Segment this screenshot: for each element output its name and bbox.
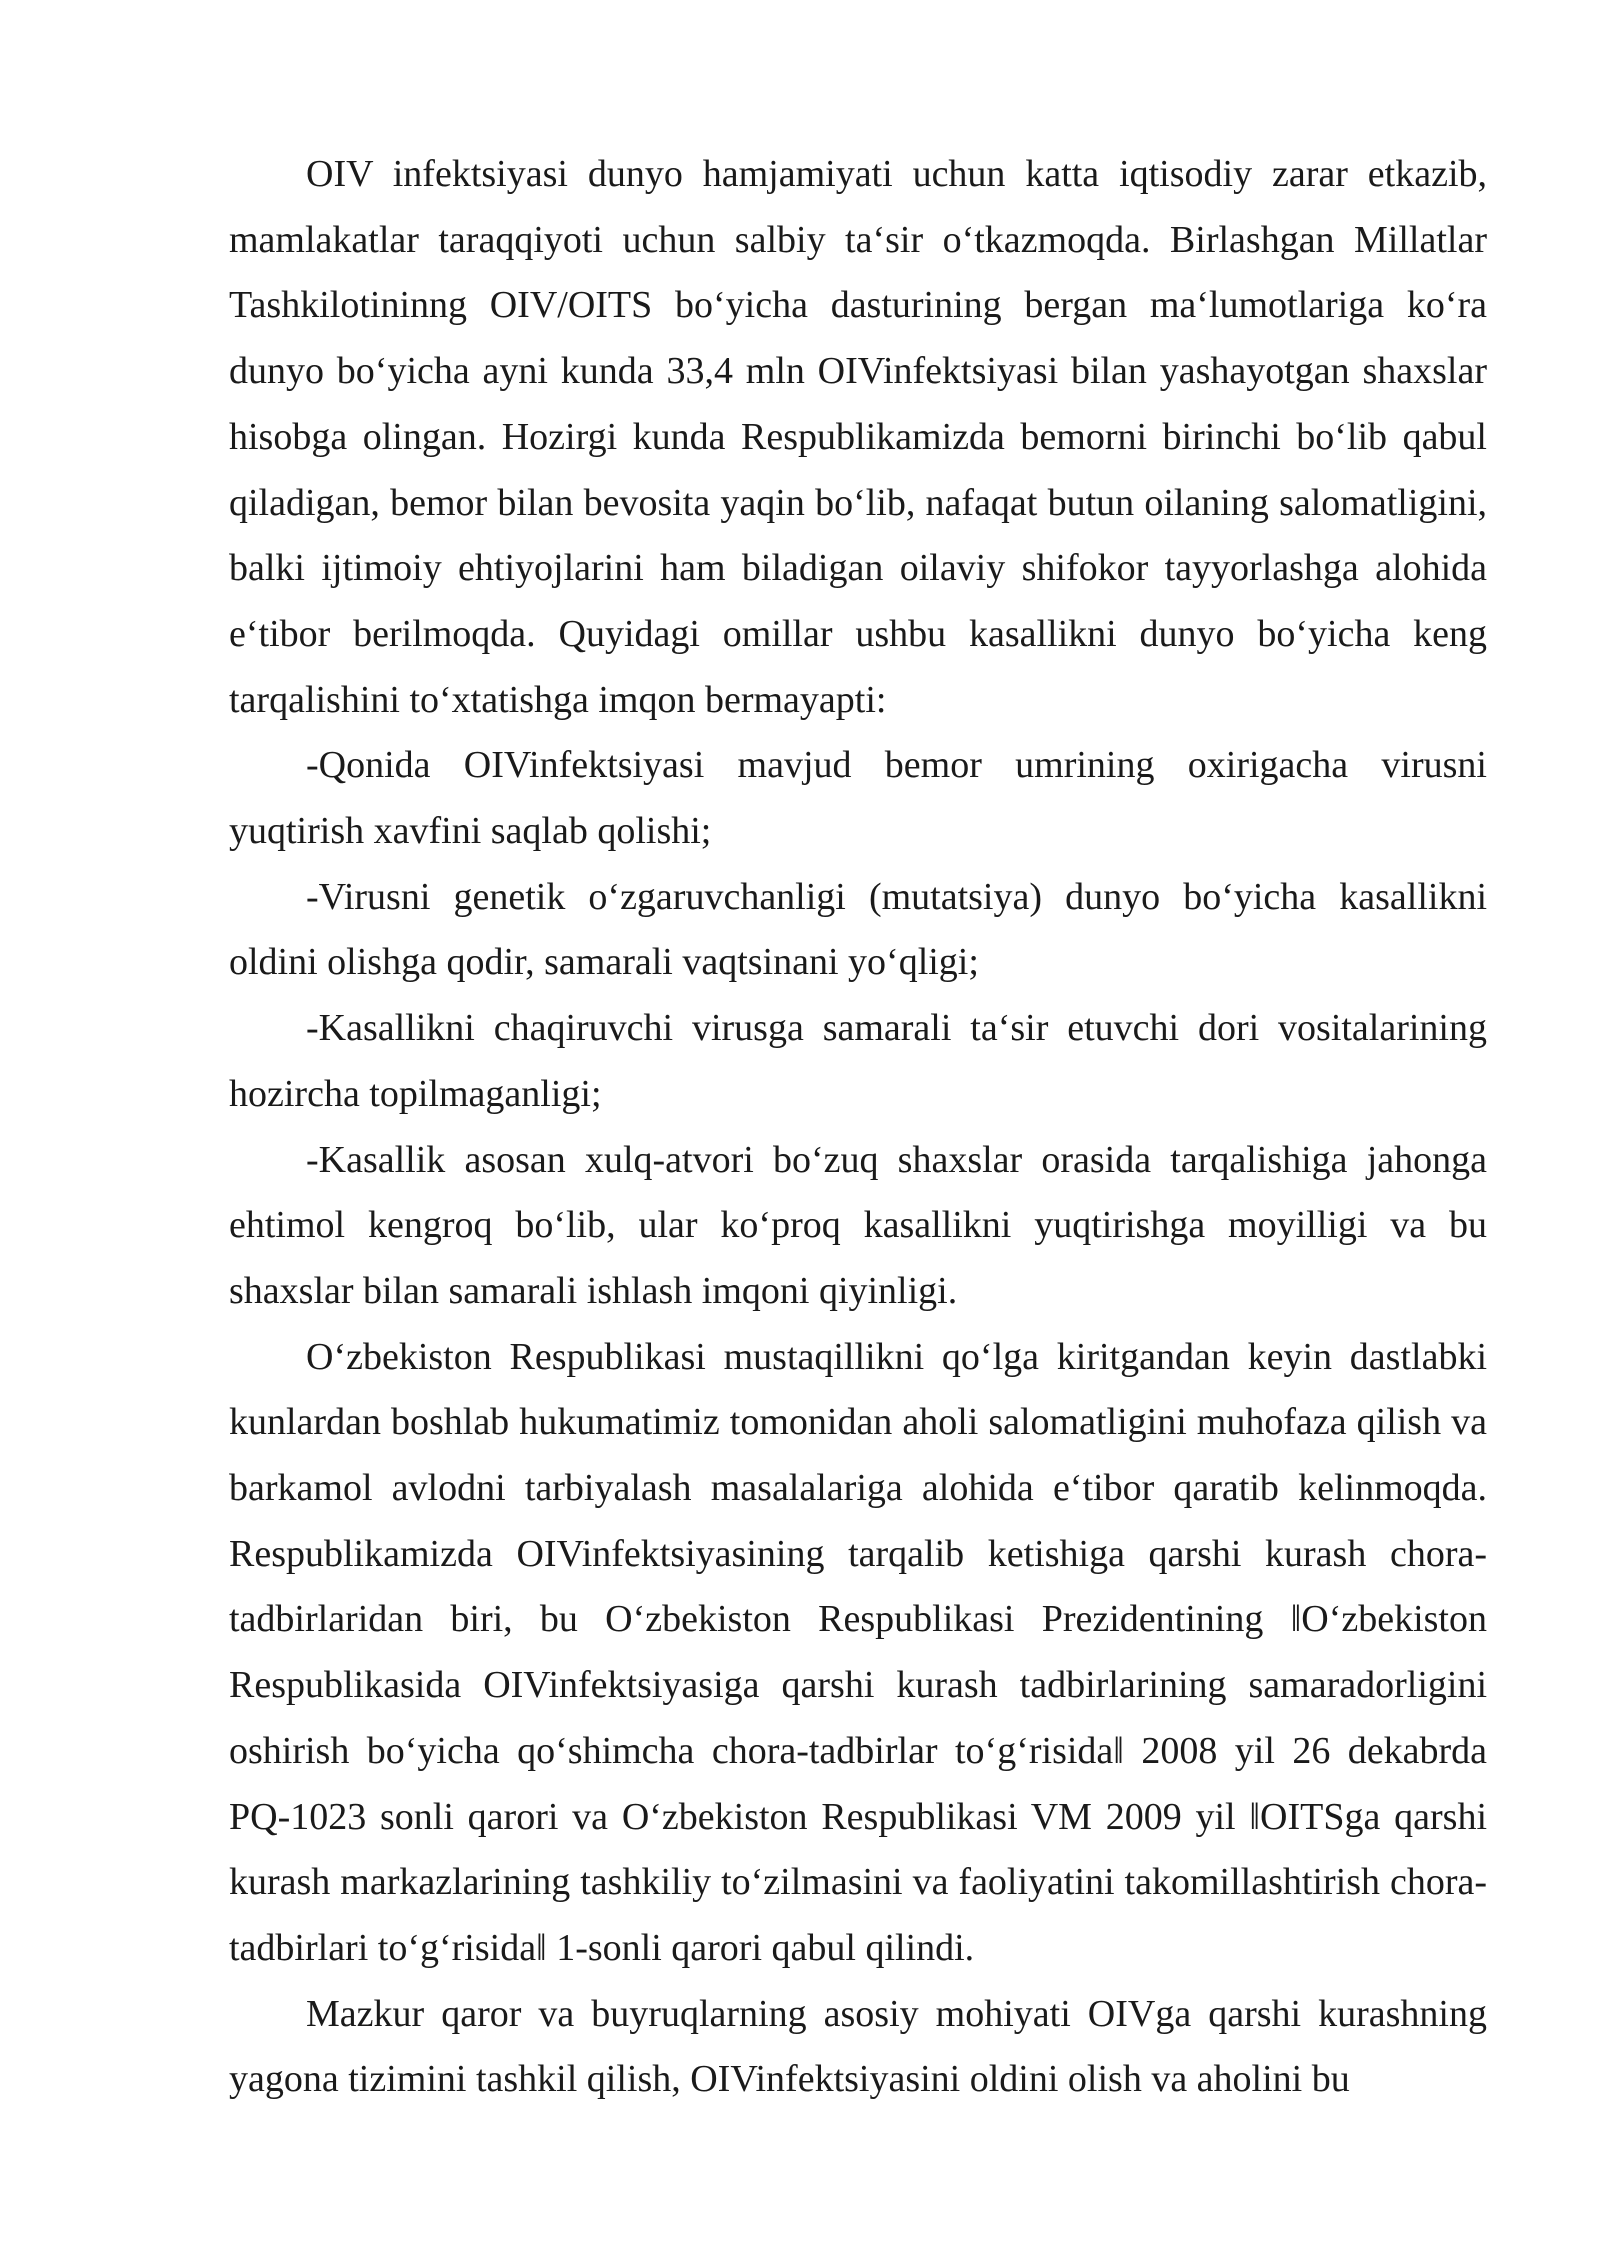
paragraph-uzbekistan-measures: Oʻzbekiston Respublikasi mustaqillikni qoʻlga kiritgandan keyin dastlabki kunlardan boshlab hukumatimiz tomonidan aholi salomatligini muhofaza qilish va barkamol avlodni tarbiyalash masalalariga alohida eʻtibor qaratib kelinmoqda. Respublikamizda OIVinfektsiyasining tarqalib ketishiga qarshi kurash chora-tadbirlaridan biri, bu Oʻzbekiston Respublikasi Prezidentining ‖Oʻzbekiston Respublikasida OIVinfektsiyasiga qarshi kurash tadbirlarining samaradorligini oshirish boʻyicha qoʻshimcha chora-tadbirlar toʻgʻrisida‖ 2008 yil 26 dekabrda PQ-1023 sonli qarori va Oʻzbekiston Respublikasi VM 2009 yil ‖OITSga qarshi kurash markazlarining tashkiliy toʻzilmasini va faoliyatini takomillashtirish chora-tadbirlari toʻgʻrisida‖ 1-sonli qarori qabul qilindi. [229, 1335, 1487, 1969]
paragraph-decree-essence: Mazkur qaror va buyruqlarning asosiy mohiyati OIVga qarshi kurashning yagona tizimini tashkil qilish, OIVinfektsiyasini oldini olish va aholini bu [229, 1992, 1487, 2101]
document-page [229, 142, 1487, 2113]
paragraph-hiv-economic-impact: OIV infektsiyasi dunyo hamjamiyati uchun katta iqtisodiy zarar etkazib, mamlakatlar taraqqiyoti uchun salbiy taʻsir oʻtkazmoqda. Birlashgan Millatlar Tashkilotininng OIV/OITS boʻyicha dasturining bergan maʻlumotlariga koʻra dunyo boʻyicha ayni kunda 33,4 mln OIVinfektsiyasi bilan yashayotgan shaxslar hisobga olingan. Hozirgi kunda Respublikamizda bemorni birinchi boʻlib qabul qiladigan, bemor bilan bevosita yaqin boʻlib, nafaqat butun oilaning salomatligini, balki ijtimoiy ehtiyojlarini ham biladigan oilaviy shifokor tayyorlashga alohida eʻtibor berilmoqda. Quyidagi omillar ushbu kasallikni dunyo boʻyicha keng tarqalishini toʻxtatishga imqon bermayapti: [229, 153, 1487, 721]
paragraph-list-item-no-effective-drugs: -Kasallikni chaqiruvchi virusga samarali taʻsir etuvchi dori vositalarining hozircha topilmaganligi; [229, 1007, 1487, 1115]
paragraph-list-item-risk-groups: -Kasallik asosan xulq-atvori boʻzuq shaxslar orasida tarqalishiga jahonga ehtimol kengroq boʻlib, ular koʻproq kasallikni yuqtirishga moyilligi va bu shaxslar bilan samarali ishlash imqoni qiyinligi. [229, 1138, 1487, 1312]
paragraph-list-item-lifelong-transmission: -Qonida OIVinfektsiyasi mavjud bemor umrining oxirigacha virusni yuqtirish xavfini saqlab qolishi; [229, 744, 1487, 853]
paragraph-list-item-genetic-variability: -Virusni genetik oʻzgaruvchanligi (mutatsiya) dunyo boʻyicha kasallikni oldini olishga qodir, samarali vaqtsinani yoʻqligi; [229, 875, 1487, 984]
